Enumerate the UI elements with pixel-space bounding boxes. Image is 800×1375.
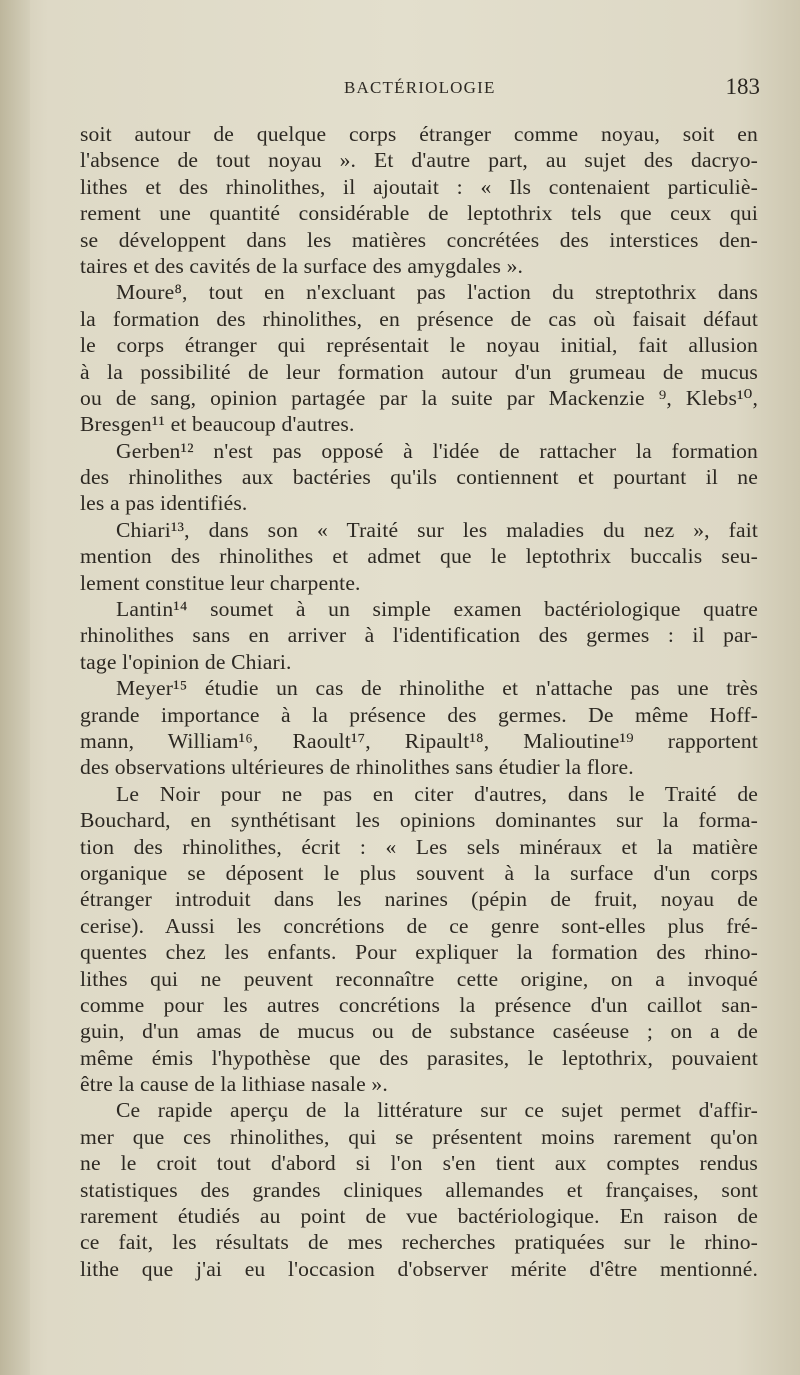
paragraph: [80, 438, 758, 517]
page-spine-shadow: [0, 0, 30, 1375]
text-line: cerise). Aussi les concrétions de ce genre sont-elles plus fré-: [80, 913, 758, 938]
text-line: rarement étudiés au point de vue bactériologique. En raison de: [80, 1204, 758, 1229]
paragraph: [80, 279, 758, 437]
text-line: la formation des rhinolithes, en présence de cas où faisait défaut: [80, 306, 758, 331]
text-line: comme pour les autres concrétions la présence d'un caillot san-: [80, 992, 758, 1017]
text-line: lement constitue leur charpente.: [80, 570, 361, 595]
text-line: ne le croit tout d'abord si l'on s'en tient aux comptes rendus: [80, 1151, 758, 1176]
text-line: l'absence de tout noyau ». Et d'autre part, au sujet des dacryo-: [80, 148, 758, 173]
paragraph: [80, 121, 758, 279]
paragraph: [80, 781, 758, 1098]
text-line: statistiques des grandes cliniques allemandes et françaises, sont: [80, 1177, 758, 1202]
text-line: des observations ultérieures de rhinolithes sans étudier la flore.: [80, 755, 634, 780]
text-line: Chiari¹³, dans son « Traité sur les maladies du nez », fait: [116, 517, 758, 542]
text-line: Meyer¹⁵ étudie un cas de rhinolithe et n'attache pas une très: [116, 676, 758, 701]
text-line: Moure⁸, tout en n'excluant pas l'action du streptothrix dans: [116, 280, 758, 305]
text-line: mann, William¹⁶, Raoult¹⁷, Ripault¹⁸, Malioutine¹⁹ rapportent: [80, 728, 758, 753]
text-line: ou de sang, opinion partagée par la suite par Mackenzie ⁹, Klebs¹⁰,: [80, 385, 758, 410]
text-line: le corps étranger qui représentait le noyau initial, fait allusion: [80, 333, 758, 358]
text-line: mention des rhinolithes et admet que le leptothrix buccalis seu-: [80, 544, 758, 569]
paragraph: [80, 1097, 758, 1282]
text-line: tion des rhinolithes, écrit : « Les sels minéraux et la matière: [80, 834, 758, 859]
text-line: Bresgen¹¹ et beaucoup d'autres.: [80, 412, 355, 437]
text-line: Bouchard, en synthétisant les opinions dominantes sur la forma-: [80, 808, 758, 833]
text-line: étranger introduit dans les narines (pépin de fruit, noyau de: [80, 887, 758, 912]
text-line: lithes qui ne peuvent reconnaître cette origine, on a invoqué: [80, 966, 758, 991]
paragraph: [80, 675, 758, 781]
text-line: tage l'opinion de Chiari.: [80, 649, 292, 674]
text-line: Lantin¹⁴ soumet à un simple examen bactériologique quatre: [116, 597, 758, 622]
text-line: lithe que j'ai eu l'occasion d'observer mérite d'être mentionné.: [80, 1256, 758, 1281]
text-line: mer que ces rhinolithes, qui se présentent moins rarement qu'on: [80, 1124, 758, 1149]
text-line: grande importance à la présence des germes. De même Hoff-: [80, 702, 758, 727]
text-line: même émis l'hypothèse que des parasites, le leptothrix, pouvaient: [80, 1045, 758, 1070]
text-line: des rhinolithes aux bactéries qu'ils contiennent et pourtant il ne: [80, 465, 758, 490]
text-line: guin, d'un amas de mucus ou de substance caséeuse ; on a de: [80, 1019, 758, 1044]
text-line: se développent dans les matières concrétées des interstices den-: [80, 227, 758, 252]
text-line: Gerben¹² n'est pas opposé à l'idée de rattacher la formation: [116, 438, 758, 463]
text-line: être la cause de la lithiase nasale ».: [80, 1072, 388, 1097]
body-text: [80, 121, 758, 1282]
text-line: les a pas identifiés.: [80, 491, 248, 516]
text-line: à la possibilité de leur formation autour d'un grumeau de mucus: [80, 359, 758, 384]
text-line: taires et des cavités de la surface des amygdales ».: [80, 253, 524, 278]
running-head: BACTÉRIOLOGIE: [344, 78, 496, 97]
text-line: organique se déposent le plus souvent à la surface d'un corps: [80, 860, 758, 885]
text-line: lithes et des rhinolithes, il ajoutait : « Ils contenaient particuliè-: [80, 174, 758, 199]
text-line: rhinolithes sans en arriver à l'identification des germes : il par-: [80, 623, 758, 648]
paragraph: [80, 517, 758, 596]
text-line: rement une quantité considérable de leptothrix tels que ceux qui: [80, 201, 758, 226]
page-header: [120, 74, 760, 104]
paragraph: [80, 596, 758, 675]
text-line: Le Noir pour ne pas en citer d'autres, dans le Traité de: [116, 781, 758, 806]
text-line: ce fait, les résultats de mes recherches pratiquées sur le rhino-: [80, 1230, 758, 1255]
text-line: soit autour de quelque corps étranger comme noyau, soit en: [80, 122, 758, 146]
page-number: 183: [725, 74, 760, 99]
text-line: Ce rapide aperçu de la littérature sur ce sujet permet d'affir-: [116, 1098, 758, 1123]
text-line: quentes chez les enfants. Pour expliquer la formation des rhino-: [80, 940, 758, 965]
